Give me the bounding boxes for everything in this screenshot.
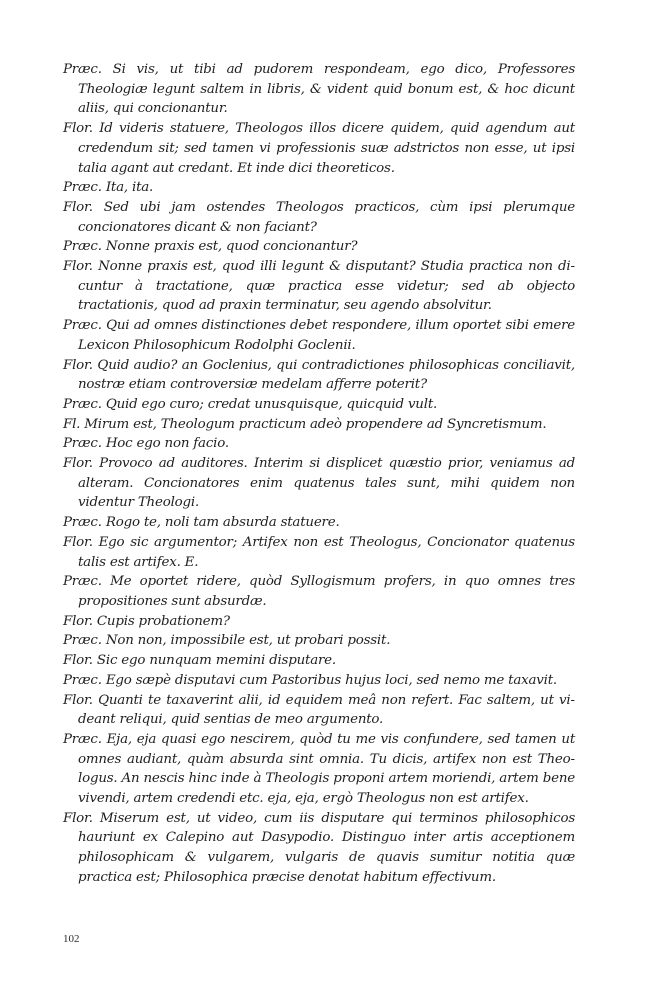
- speaker-label: Præc.: [63, 318, 102, 334]
- turn-text: Non non, impossibile est, ut probari possit.: [105, 633, 391, 649]
- speaker-label: Flor.: [63, 357, 93, 373]
- turn-text: Sed ubi jam ostendes Theologos practicos, cùm ipsi plerumque concionatores dicant & non faciant?: [78, 199, 575, 235]
- speaker-label: Flor.: [63, 121, 93, 137]
- page-number: 102: [63, 933, 80, 945]
- speaker-label: Præc.: [63, 633, 102, 649]
- dialogue-turn: [63, 257, 575, 316]
- speaker-label: Præc.: [63, 180, 102, 196]
- turn-text: Ego sæpè disputavi cum Pastoribus hujus loci, sed nemo me taxavit.: [105, 672, 557, 688]
- speaker-label: Flor.: [63, 259, 93, 275]
- speaker-label: Flor.: [63, 653, 93, 669]
- turn-text: Id videris statuere, Theologos illos dicere quidem, quid agendum aut credendum sit; sed tamen vi professionis suæ adstrictos non esse, ut ipsi talia agant aut credant. Et inde dici theoreticos.: [78, 121, 575, 176]
- dialogue-turn: [63, 631, 575, 651]
- turn-text: Si vis, ut tibi ad pudorem respondeam, ego dico, Professores Theologiæ legunt saltem in libris, & vident quid bonum est, & hoc dicunt aliis, qui concionantur.: [78, 62, 575, 117]
- turn-text: Ita, ita.: [105, 180, 154, 196]
- turn-text: Quanti te taxaverint alii, id equidem meâ non refert. Fac saltem, ut videant reliqui, quid sentias de meo argumento.: [78, 692, 575, 728]
- dialogue-turn: [63, 513, 575, 533]
- speaker-label: Flor.: [63, 456, 93, 472]
- dialogue-turn: [63, 434, 575, 454]
- turn-text: Quid ego curo; credat unusquisque, quicquid vult.: [105, 396, 438, 412]
- dialogue-turn: [63, 198, 575, 237]
- speaker-label: Præc.: [63, 436, 102, 452]
- dialogue-turn: [63, 572, 575, 611]
- dialogue-turn: [63, 809, 575, 888]
- speaker-label: Præc.: [63, 62, 102, 77]
- dialogue-turn: [63, 356, 575, 395]
- turn-text: Sic ego nunquam memini disputare.: [96, 653, 336, 669]
- turn-text: Provoco ad auditores. Interim si displicet quæstio prior, veniamus ad alteram. Concionatores enim quatenus tales sunt, mihi quidem non videntur Theologi.: [78, 456, 575, 511]
- speaker-label: Flor.: [63, 199, 93, 215]
- dialogue-turn: [63, 60, 575, 119]
- speaker-label: Flor.: [63, 613, 93, 629]
- speaker-label: Fl.: [63, 416, 81, 432]
- speaker-label: Flor.: [63, 810, 93, 826]
- dialogue-turn: [63, 395, 575, 415]
- dialogue-turn: [63, 691, 575, 730]
- dialogue-turn: [63, 651, 575, 671]
- dialogue-turn: [63, 454, 575, 513]
- dialogue-turn: [63, 119, 575, 178]
- turn-text: Eja, eja quasi ego nescirem, quòd tu me vis confundere, sed tamen ut omnes audiant, quàm absurda sint omnia. Tu dicis, artifex non est Theologus. An nescis hinc inde à Theologis proponi artem moriendi, artem bene vivendi, artem credendi etc. eja, eja, ergò Theologus non est artifex.: [78, 731, 575, 807]
- speaker-label: Præc.: [63, 515, 102, 531]
- turn-text: Cupis probationem?: [96, 613, 230, 629]
- dialogue-turn: [63, 671, 575, 691]
- turn-text: Quid audio? an Goclenius, qui contradictiones philosophicas conciliavit, nostræ etiam controversiæ medelam afferre poterit?: [78, 357, 575, 393]
- turn-text: Nonne praxis est, quod concionantur?: [105, 239, 358, 255]
- turn-text: Mirum est, Theologum practicum adeò propendere ad Syncretismum.: [84, 416, 547, 432]
- speaker-label: Flor.: [63, 534, 93, 550]
- turn-text: Qui ad omnes distinctiones debet respondere, illum oportet sibi emere Lexicon Philosophicum Rodolphi Goclenii.: [78, 318, 576, 353]
- dialogue-text-block: [63, 60, 575, 888]
- speaker-label: Præc.: [63, 396, 102, 412]
- turn-text: Me oportet ridere, quòd Syllogismum profers, in quo omnes tres propositiones sunt absurdæ.: [78, 574, 575, 609]
- dialogue-turn: [63, 612, 575, 632]
- turn-text: Hoc ego non facio.: [105, 436, 229, 452]
- dialogue-turn: [63, 533, 575, 572]
- speaker-label: Flor.: [63, 692, 93, 708]
- speaker-label: Præc.: [63, 731, 102, 747]
- dialogue-turn: [63, 730, 575, 809]
- speaker-label: Præc.: [63, 672, 102, 688]
- dialogue-turn: [63, 237, 575, 257]
- dialogue-turn: [63, 178, 575, 198]
- dialogue-turn: [63, 316, 575, 355]
- turn-text: Rogo te, noli tam absurda statuere.: [105, 515, 340, 531]
- turn-text: Miserum est, ut video, cum iis disputare qui terminos philosophicos hauriunt ex Calepino aut Dasypodio. Distinguo inter artis acceptionem philosophicam & vulgarem, vulgaris de quavis sumitur notitia quæ practica est; Philosophica præcise denotat habitum effectivum.: [78, 810, 575, 885]
- turn-text: Ego sic argumentor; Artifex non est Theologus, Concionator quatenus talis est artifex. E.: [78, 534, 575, 570]
- speaker-label: Præc.: [63, 239, 102, 255]
- dialogue-turn: [63, 415, 575, 435]
- turn-text: Nonne praxis est, quod illi legunt & disputant? Studia practica non dicuntur à tractatione, quæ practica esse videtur; sed ab objecto tractationis, quod ad praxin terminatur, seu agendo absolvitur.: [78, 259, 575, 314]
- speaker-label: Præc.: [63, 574, 102, 590]
